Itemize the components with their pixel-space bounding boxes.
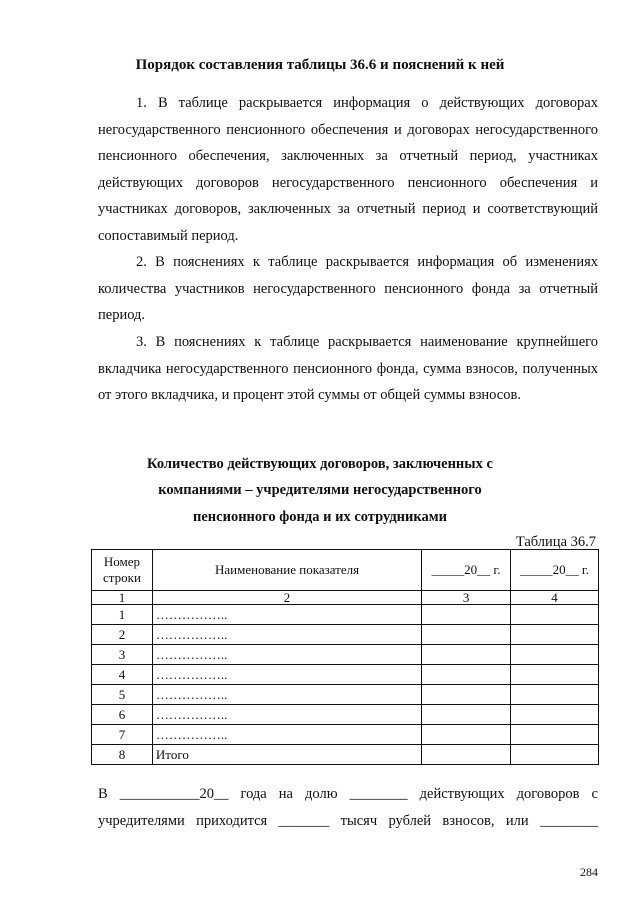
table-row [92,685,599,705]
index-cell: 2 [152,591,421,605]
row-value-2 [511,605,599,625]
row-value-2 [511,645,599,665]
closing-line-2 [98,808,598,835]
row-value-1 [422,685,511,705]
section-title-line-3: пенсионного фонда и их сотрудниками [193,509,447,525]
row-name: …………….. [152,685,421,705]
row-number: 3 [92,645,153,665]
row-number: 6 [92,705,153,725]
closing-blank: _______ [278,812,330,829]
closing-blank: ________ [539,812,598,829]
row-value-1 [422,745,511,765]
row-value-2 [511,665,599,685]
index-cell: 3 [422,591,511,605]
closing-line-1 [98,781,598,808]
row-value-1 [422,705,511,725]
index-cell: 1 [92,591,153,605]
closing-word: действующих [419,786,505,802]
row-name: …………….. [152,725,421,745]
row-number: 4 [92,665,153,685]
row-value-1 [422,625,511,645]
paragraph-1: 1. В таблице раскрывается информация о действующих договорах негосударственного пенсионного обеспечения и договорах негосударственного пенсионного обеспечения, заключенных за отчетный период, участниках действующих договоров негосударственного пенсионного обеспечения и участниках договоров, заключенных за отчетный период и соответствующий сопоставимый период. [98,95,598,244]
page-number: 284 [580,865,598,879]
closing-word: тысяч [340,812,378,829]
header-row-number: Номер строки [92,550,153,591]
closing-word: В [98,786,108,802]
closing-blank: ________ [349,786,408,802]
table-index-row [92,591,599,605]
row-value-2 [511,705,599,725]
section-title-line-2: компаниями – учредителями негосударственного [158,482,482,498]
row-value-1 [422,665,511,685]
paragraph-2: 2. В пояснениях к таблице раскрывается информация об изменениях количества участников негосударственного пенсионного фонда за отчетный период. [98,254,598,324]
row-name: …………….. [152,605,421,625]
data-table [91,549,599,765]
row-name: …………….. [152,645,421,665]
closing-text [98,781,598,834]
document-title: Порядок составления таблицы 36.6 и пояснений к ней [135,57,505,73]
table-row [92,705,599,725]
paragraph-3: 3. В пояснениях к таблице раскрывается наименование крупнейшего вкладчика негосударственного пенсионного фонда, сумма взносов, полученных от этого вкладчика, и процент этой суммы от общей суммы взносов. [98,334,598,404]
table-row-total [92,745,599,765]
row-value-2 [511,685,599,705]
header-period-1: _____20__ г. [422,550,511,591]
closing-word: на [278,786,293,802]
section-title-line-1: Количество действующих договоров, заключенных с [147,456,493,472]
row-number: 2 [92,625,153,645]
table-row [92,665,599,685]
table-label: Таблица 36.7 [515,534,596,550]
row-number: 7 [92,725,153,745]
closing-blank: ___________20__ [119,786,229,802]
closing-word: рублей [388,812,432,829]
closing-word: приходится [196,812,268,829]
table-row [92,725,599,745]
table-row [92,645,599,665]
row-value-1 [422,725,511,745]
row-name: …………….. [152,665,421,685]
header-indicator-name: Наименование показателя [152,550,421,591]
closing-word: или [505,812,529,829]
closing-word: договоров [516,786,580,802]
row-name: Итого [152,745,421,765]
table-header-row [92,550,599,591]
row-value-1 [422,605,511,625]
row-name: …………….. [152,705,421,725]
row-number: 5 [92,685,153,705]
row-number: 1 [92,605,153,625]
table-row [92,605,599,625]
row-value-2 [511,625,599,645]
row-value-2 [511,745,599,765]
closing-word: учредителями [98,812,185,829]
index-cell: 4 [511,591,599,605]
row-value-2 [511,725,599,745]
table-row [92,625,599,645]
row-value-1 [422,645,511,665]
closing-word: долю [305,786,338,802]
row-number: 8 [92,745,153,765]
row-name: …………….. [152,625,421,645]
closing-word: года [240,786,267,802]
closing-word: взносов, [442,812,495,829]
header-period-2: _____20__ г. [511,550,599,591]
closing-word: с [591,786,598,802]
